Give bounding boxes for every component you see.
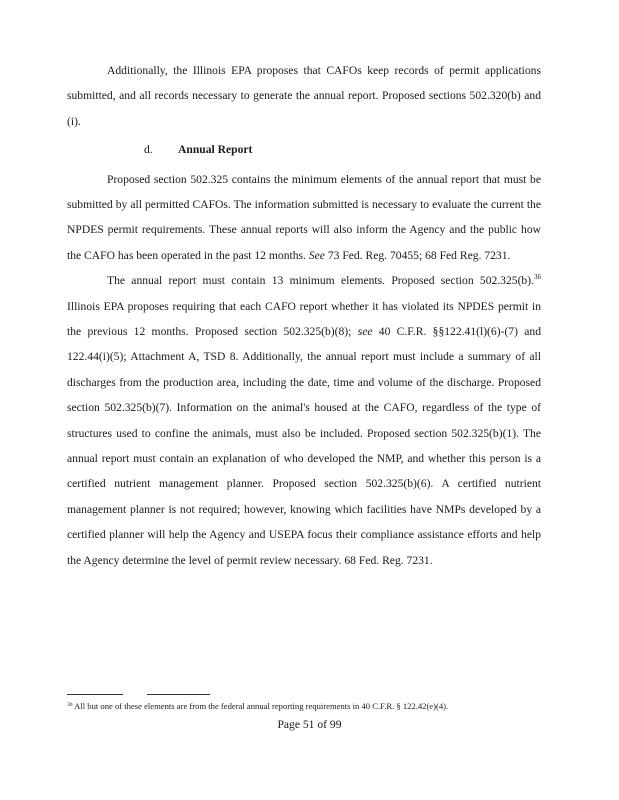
- document-page: [67, 58, 541, 573]
- page-number: Page 51 of 99: [277, 718, 342, 731]
- footnote-number: 36: [67, 702, 73, 708]
- footnote-reference[interactable]: 36: [534, 273, 541, 282]
- paragraph-annual-report-intro: [67, 167, 541, 269]
- paragraph-minimum-elements: [67, 268, 541, 573]
- paragraph-record-keeping: Additionally, the Illinois EPA proposes that CAFOs keep records of permit applications submitted, and all records necessary to generate the annual report. Proposed sections 502.320(b) and (i).: [67, 64, 541, 128]
- footnote-text: All but one of these elements are from the federal annual reporting requirements in 40 C.F.R. § 122.42(e)(4).: [72, 701, 449, 711]
- paragraph-text: The annual report must contain 13 minimum elements. Proposed section 502.325(b).: [107, 274, 534, 288]
- footnote: [67, 700, 547, 712]
- footnote-separator-right: [147, 694, 210, 695]
- citation: 73 Fed. Reg. 70455; 68 Fed Reg. 7231.: [324, 248, 511, 262]
- citation-signal: see: [357, 325, 373, 339]
- section-number: d.: [144, 143, 153, 157]
- paragraph-text: 40 C.F.R. §§122.41(l)(6)-(7) and 122.44(i)(5); Attachment A, TSD 8. Additionally, the annual report must include a summary of all discharges from the production area, including the date, time and volume of the discharge. Proposed section 502.325(b)(7). Information on the animal's housed at the CAFO, regardless of the type of structures used to confine the animals, must also be included. Proposed section 502.325(b)(1). The annual report must contain an explanation of who developed the NMP, and whether this person is a certified nutrient management planner. Proposed section 502.325(b)(6). A certified nutrient management planner is not required; however, knowing which facilities have NMPs developed by a certified planner will help the Agency and USEPA focus their compliance assistance efforts and help the Agency determine the level of permit review necessary. 68 Fed. Reg. 7231.: [67, 325, 541, 567]
- paragraph-text: Proposed section 502.325 contains the minimum elements of the annual report that must be submitted by all permitted CAFOs. The information submitted is necessary to evaluate the current the NPDES permit requirements. These annual reports will also inform the Agency and the public how the CAFO has been operated in the past 12 months.: [67, 172, 541, 262]
- paragraph-text: Illinois EPA proposes requiring that each CAFO report whether it has violated its NPDES permit in the previous 12 months. Proposed section 502.325(b)(8);: [67, 299, 541, 339]
- citation-signal: See: [308, 248, 325, 262]
- section-heading: [67, 137, 541, 162]
- footnote-separator-left: [67, 694, 123, 695]
- section-title: Annual Report: [178, 143, 253, 157]
